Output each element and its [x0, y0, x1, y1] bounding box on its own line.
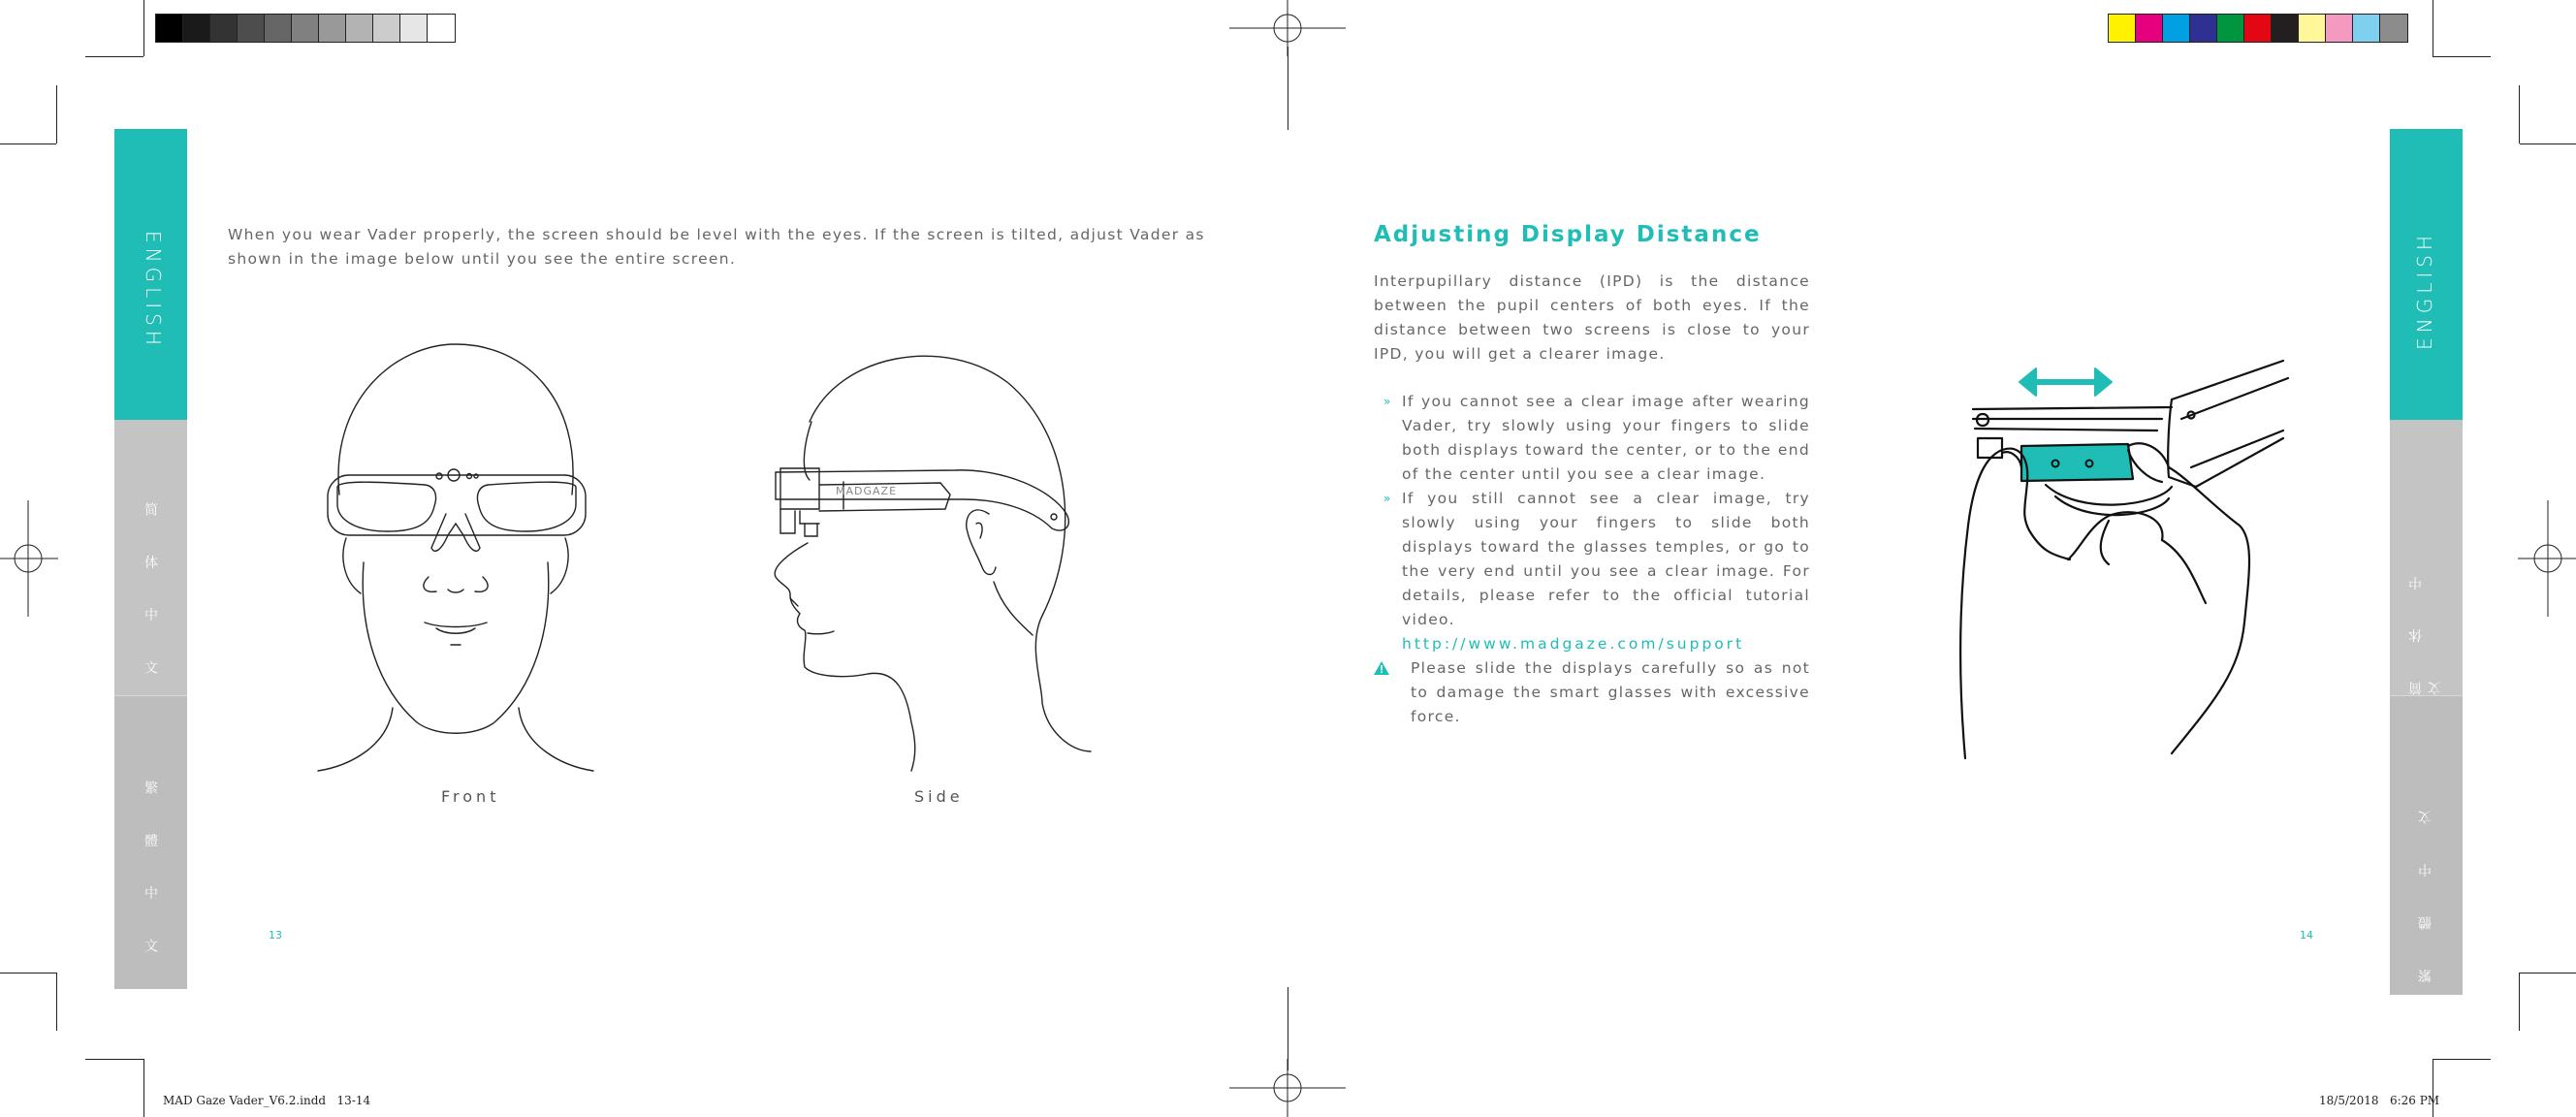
- tab-traditional-label: 繁 體 中 文: [143, 781, 158, 971]
- tab-simplified-chinese: [2390, 420, 2463, 695]
- color-swatch: [2326, 15, 2353, 42]
- color-swatch: [2163, 15, 2190, 42]
- tab-simplified-chinese: [114, 420, 187, 695]
- ipd-paragraph: Interpupillary distance (IPD) is the distance between the pupil centers of both eyes. If the distance between two screens is close to your IPD, you will get a clearer image.: [1374, 272, 1810, 363]
- tab-english-label: ENGLISH: [2413, 231, 2436, 350]
- page-number-right: 14: [2300, 929, 2313, 941]
- caption-side: Side: [914, 787, 964, 806]
- warning-triangle-icon: [1374, 661, 1389, 675]
- list-item: [1374, 487, 1810, 656]
- list-item: [1374, 390, 1810, 487]
- print-timestamp: 18/5/2018 6:26 PM: [2319, 1094, 2440, 1107]
- glasses-brand-label: MADGAZE: [836, 485, 898, 497]
- warning-text: Please slide the displays carefully so as not to damage the smart glasses with excessive force.: [1411, 659, 1810, 725]
- grayscale-color-bar: [155, 14, 456, 43]
- color-swatch: [2272, 15, 2299, 42]
- color-swatch: [238, 15, 265, 42]
- crop-mark: [143, 0, 144, 56]
- crop-mark: [2433, 56, 2491, 57]
- registration-mark-icon: [1229, 0, 1346, 58]
- color-swatch: [183, 15, 210, 42]
- color-swatch: [400, 15, 428, 42]
- crop-mark: [56, 85, 57, 144]
- color-swatch: [428, 15, 455, 42]
- tab-simplified-label: 简 体 中 文: [2408, 558, 2443, 695]
- color-swatch: [292, 15, 319, 42]
- color-swatch: [265, 15, 292, 42]
- tab-traditional-chinese: [2390, 695, 2463, 995]
- color-swatch: [373, 15, 400, 42]
- tab-traditional-chinese: [114, 695, 187, 989]
- tab-english: [2390, 129, 2463, 420]
- tab-traditional-label: 繁 體 中 文: [2418, 793, 2433, 983]
- warning-note: [1374, 656, 1810, 729]
- bullet-text: If you still cannot see a clear image, try slowly using your fingers to slide both displays toward the glasses temples, or go to the very end until you see a clear image. For details, please refer to the official tutorial video.: [1402, 490, 1810, 628]
- color-swatch: [2299, 15, 2326, 42]
- registration-mark-icon: [2518, 500, 2576, 617]
- registration-mark-icon: [0, 500, 58, 617]
- color-swatch: [346, 15, 373, 42]
- crop-mark: [2519, 973, 2520, 1031]
- crop-mark: [2433, 1059, 2491, 1060]
- caption-front: Front: [441, 787, 500, 806]
- file-info: MAD Gaze Vader_V6.2.indd 13-14: [163, 1094, 371, 1107]
- color-swatch: [2109, 15, 2136, 42]
- section-heading: Adjusting Display Distance: [1374, 222, 1762, 247]
- tab-english-label: ENGLISH: [142, 231, 165, 350]
- tab-english: [114, 129, 187, 420]
- color-swatch: [2353, 15, 2380, 42]
- bullet-dot-icon: »: [1383, 492, 1392, 505]
- crop-mark: [56, 973, 57, 1031]
- hand-adjust-display-illustration: [1963, 361, 2298, 758]
- process-color-bar: [2108, 14, 2408, 43]
- color-swatch: [210, 15, 238, 42]
- color-swatch: [2190, 15, 2217, 42]
- crop-mark: [143, 1059, 144, 1117]
- bullet-text: If you cannot see a clear image after wearing Vader, try slowly using your fingers to slide both displays toward the center, or to the end of the center until you see a clear image.: [1402, 393, 1810, 483]
- front-head-illustration: [310, 339, 601, 776]
- page-number-left: 13: [269, 929, 282, 941]
- color-swatch: [2136, 15, 2163, 42]
- bullet-dot-icon: »: [1383, 395, 1392, 408]
- side-head-illustration: [751, 344, 1100, 781]
- registration-mark-icon: [1229, 1059, 1346, 1117]
- color-swatch: [319, 15, 346, 42]
- instructions-list: [1374, 390, 1810, 656]
- support-link[interactable]: http://www.madgaze.com/support: [1402, 635, 1745, 653]
- intro-paragraph: When you wear Vader properly, the screen should be level with the eyes. If the screen is tilted, adjust Vader as shown in the image below until you see the entire screen.: [228, 226, 1205, 268]
- color-swatch: [2244, 15, 2272, 42]
- tab-simplified-label: 简 体 中 文: [143, 502, 158, 692]
- crop-mark: [85, 56, 143, 57]
- color-swatch: [156, 15, 183, 42]
- color-swatch: [2380, 15, 2407, 42]
- color-swatch: [2217, 15, 2244, 42]
- crop-mark: [85, 1059, 143, 1060]
- crop-mark: [2519, 85, 2520, 144]
